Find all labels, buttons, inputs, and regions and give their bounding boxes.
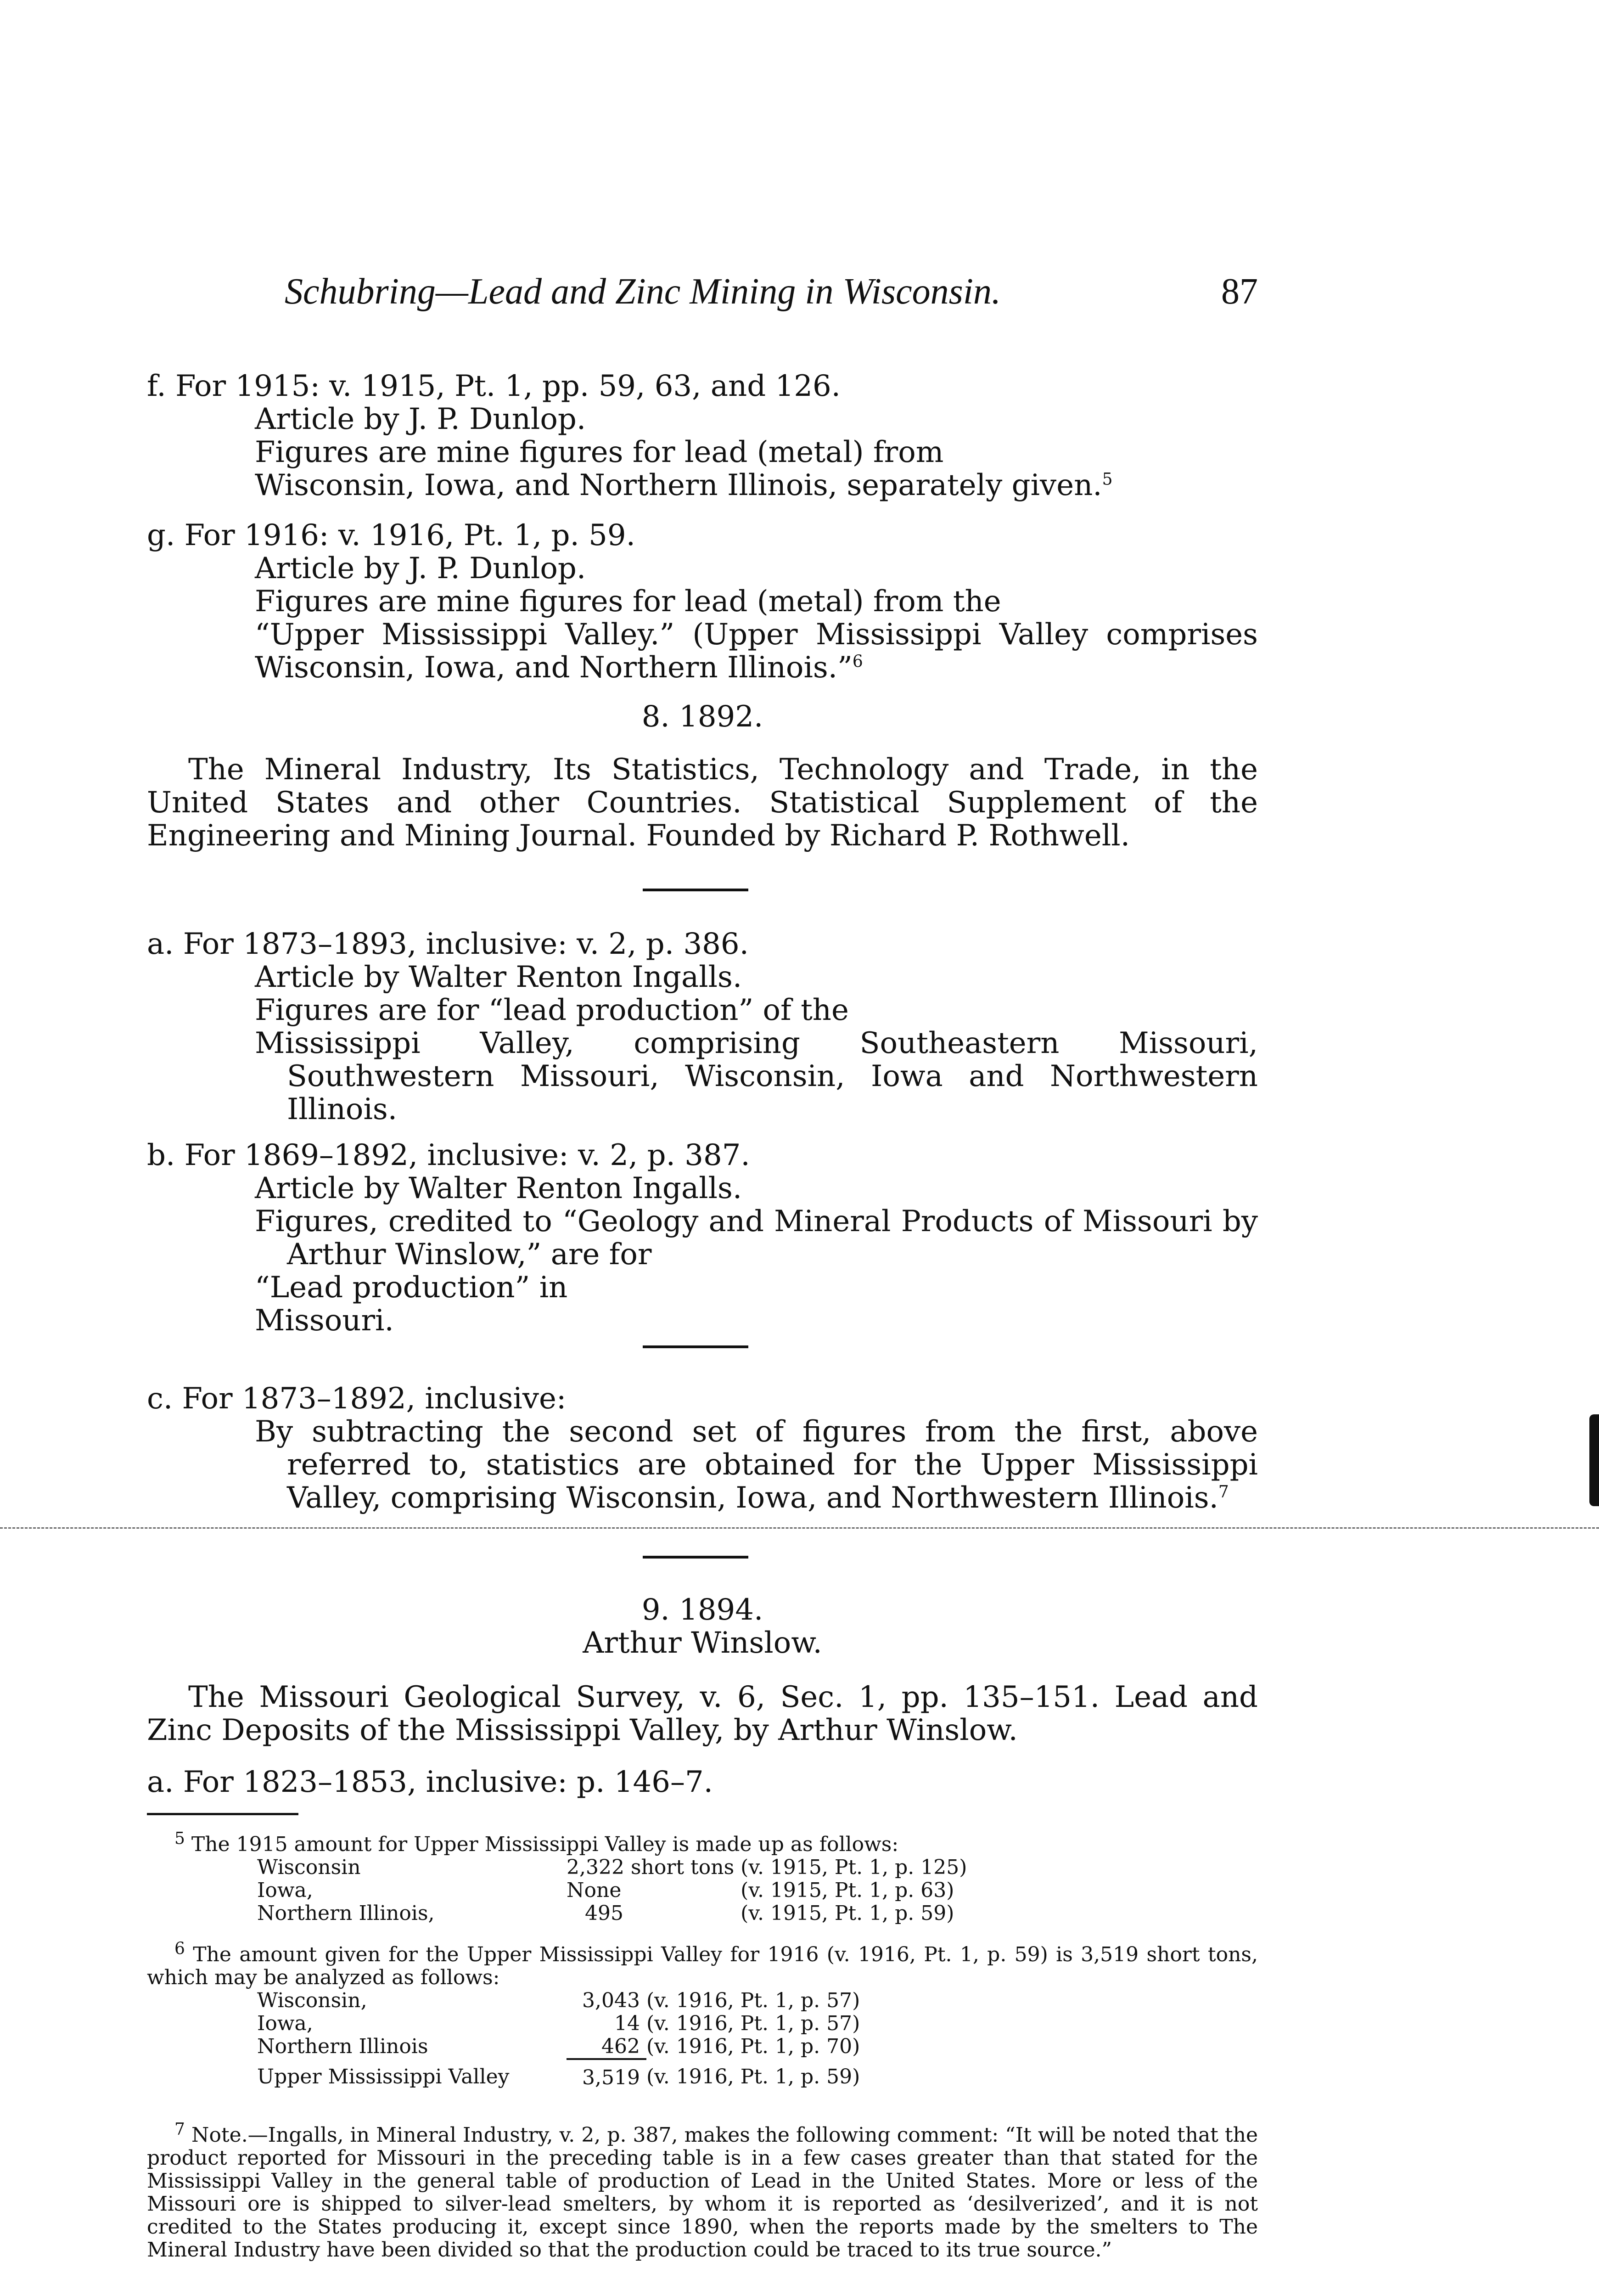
item-8c (147, 1382, 1258, 1514)
section-9-author: Arthur Winslow. (583, 1626, 822, 1660)
footnote-5-text: The 1915 amount for Upper Mississippi Valley is made up as follows: (191, 1833, 899, 1856)
footnote-ref-5: 5 (1102, 470, 1113, 489)
item-8a-line3: Figures are for “lead production” of the (255, 993, 849, 1027)
footnote-7-mark: 7 (174, 2120, 185, 2139)
table-row: Wisconsin 2,322 short tons (v. 1915, Pt. 1, p. 125) (257, 1856, 967, 1879)
footnote-separator (147, 1813, 298, 1815)
item-8a-line1: a. For 1873–1893, inclusive: v. 2, p. 386. (147, 927, 749, 961)
item-8a (147, 928, 1258, 1126)
running-title: Schubring—Lead and Zinc Mining in Wisconsin. (285, 271, 1001, 312)
footnote-6-text: The amount given for the Upper Mississippi Valley for 1916 (v. 1916, Pt. 1, p. 59) is 3,519 short tons, which may be analyzed as follows: (147, 1943, 1258, 1989)
footnote-5-table (257, 1856, 973, 1925)
item-f (147, 370, 1258, 502)
footnote-7-text: Note.—Ingalls, in Mineral Industry, v. 2, p. 387, makes the following comment: “It will be noted that the product reported for Missouri in the preceding table is in a few cases greater than that stated for the Mississippi Valley in the general table of production of Lead in the United States. More or less of the Missouri ore is shipped to silver-lead smelters, by whom it is reported as ‘desilverized’, and it is not credited to the States producing it, except since 1890, when the reports made by the smelters to The Mineral Industry have been divided so that the production could be traced to its true source.” (147, 2123, 1258, 2262)
item-f-line1: f. For 1915: v. 1915, Pt. 1, pp. 59, 63, and 126. (147, 369, 841, 403)
item-8b (147, 1139, 1258, 1337)
page-number: 87 (1221, 271, 1258, 312)
footnote-6 (147, 1939, 1258, 2089)
item-8b-line2: Article by Walter Renton Ingalls. (255, 1171, 742, 1205)
item-8b-line3: Figures, credited to “Geology and Mineral Products of Missouri by Arthur Winslow,” are for (255, 1204, 1258, 1272)
table-row: Iowa, None (v. 1915, Pt. 1, p. 63) (257, 1879, 954, 1902)
footnote-ref-7: 7 (1218, 1482, 1229, 1502)
footnote-7 (147, 2120, 1258, 2262)
footnote-6-table (257, 1989, 866, 2089)
section-8-intro: The Mineral Industry, Its Statistics, Technology and Trade, in the United States and other Countries. Statistical Supplement of the Engineering and Mining Journal. Founded by Richard P. Rothwell. (147, 753, 1258, 853)
table-row: Iowa, 14 (v. 1916, Pt. 1, p. 57) (257, 2012, 860, 2035)
section-divider (643, 889, 748, 891)
item-g (147, 519, 1258, 684)
section-9-heading: 9. 1894. (641, 1593, 763, 1627)
item-8c-line1: c. For 1873–1892, inclusive: (147, 1382, 567, 1416)
item-g-line1: g. For 1916: v. 1916, Pt. 1, p. 59. (147, 518, 635, 552)
item-8b-line4: “Lead production” in (255, 1271, 568, 1305)
table-total-row: Upper Mississippi Valley 3,519 (v. 1916, Pt. 1, p. 59) (257, 2065, 860, 2089)
footnote-5 (147, 1829, 1258, 1925)
fold-line (0, 1527, 1599, 1529)
footnote-ref-6: 6 (852, 652, 863, 671)
item-divider (643, 1345, 748, 1348)
item-g-line2: Article by J. P. Dunlop. (255, 551, 586, 585)
table-row: Wisconsin, 3,043 (v. 1916, Pt. 1, p. 57) (257, 1989, 860, 2012)
item-f-line3: Figures are mine figures for lead (metal) from (255, 435, 944, 469)
item-9a: a. For 1823–1853, inclusive: p. 146–7. (147, 1765, 713, 1799)
item-g-line4: “Upper Mississippi Valley.” (Upper Mississippi Valley comprises Wisconsin, Iowa, and Northern Illinois.”$^6$ (255, 618, 1258, 685)
item-8c-line2: By subtracting the second set of figures from the first, above referred to, statistics are obtained for the Upper Mississippi Valley, comprising Wisconsin, Iowa, and Northwestern Illinois.$^7$ (255, 1415, 1258, 1515)
table-row: Northern Illinois, 495 (v. 1915, Pt. 1, p. 59) (257, 1902, 954, 1925)
section-8-heading: 8. 1892. (641, 700, 763, 734)
item-8b-line5: Missouri. (255, 1304, 394, 1338)
item-f-line4: Wisconsin, Iowa, and Northern Illinois, separately given.$^5$ (255, 468, 1113, 502)
section-9-intro: The Missouri Geological Survey, v. 6, Sec. 1, pp. 135–151. Lead and Zinc Deposits of the Mississippi Valley, by Arthur Winslow. (147, 1680, 1258, 1747)
running-header (285, 271, 1258, 326)
item-8a-line4: Mississippi Valley, comprising Southeastern Missouri, Southwestern Missouri, Wisconsin, Iowa and Northwestern Illinois. (255, 1026, 1258, 1126)
section-divider-2 (643, 1556, 748, 1559)
item-8a-line2: Article by Walter Renton Ingalls. (255, 960, 742, 994)
item-8b-line1: b. For 1869–1892, inclusive: v. 2, p. 387. (147, 1138, 750, 1172)
item-f-line2: Article by J. P. Dunlop. (255, 402, 586, 436)
table-row: Northern Illinois 462 (v. 1916, Pt. 1, p. 70) (257, 2035, 860, 2058)
footnote-6-mark: 6 (174, 1939, 185, 1958)
item-g-line3: Figures are mine figures for lead (metal) from the (255, 585, 1001, 619)
scan-edge-mark (1589, 1414, 1599, 1506)
footnote-5-mark: 5 (174, 1829, 185, 1848)
